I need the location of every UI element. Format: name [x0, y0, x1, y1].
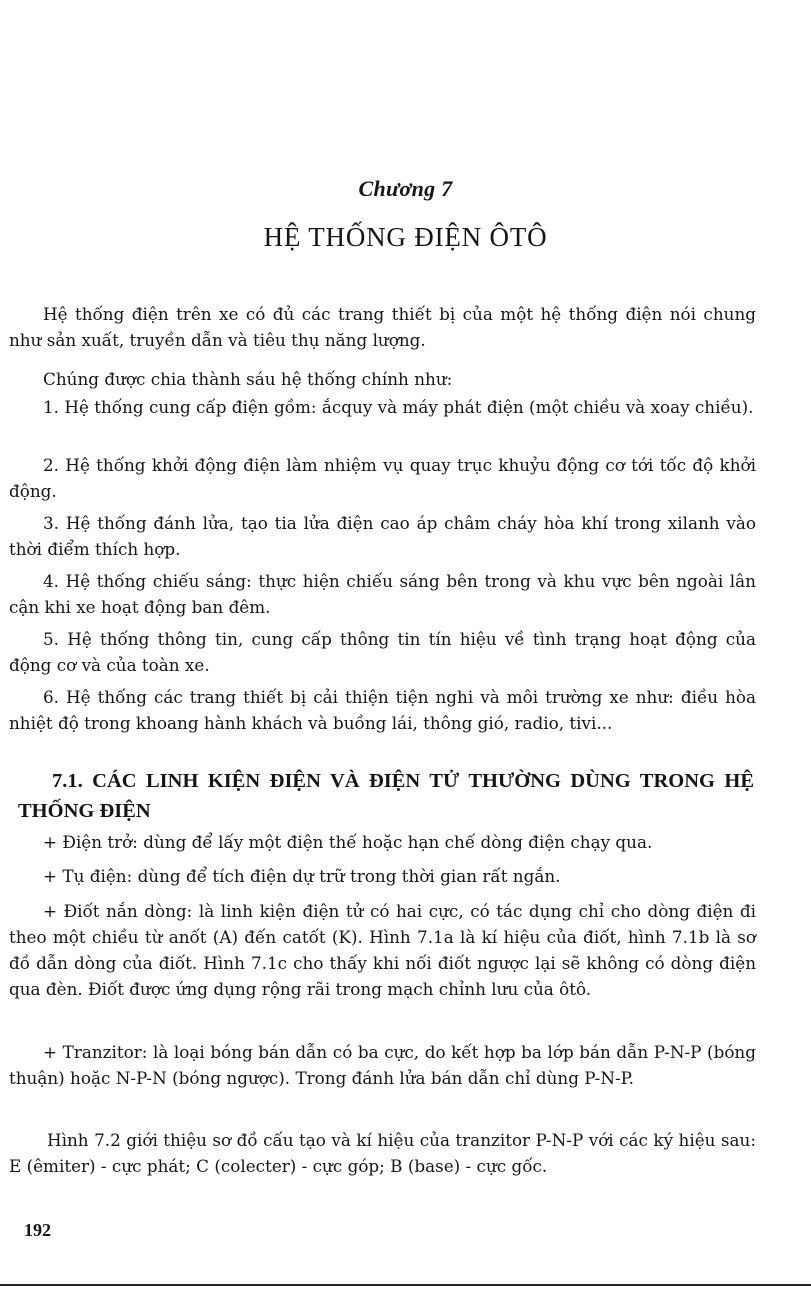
system-item-5: 5. Hệ thống thông tin, cung cấp thông tin tín hiệu về tình trạng hoạt động của động cơ và của toàn xe.	[9, 629, 756, 675]
chapter-label: Chương 7	[358, 176, 453, 201]
system-item-3: 3. Hệ thống đánh lửa, tạo tia lửa điện cao áp châm cháy hòa khí trong xilanh vào thời điểm thích hợp.	[9, 513, 756, 559]
figure-7-2-paragraph: Hình 7.2 giới thiệu sơ đồ cấu tạo và kí hiệu của tranzitor P-N-P với các ký hiệu sau: E (êmiter) - cực phát; C (colecter) - cực góp; B (base) - cực gốc.	[9, 1130, 756, 1176]
chapter-title: HỆ THỐNG ĐIỆN ÔTÔ	[263, 222, 548, 252]
page-number: 192	[24, 1220, 51, 1240]
bottom-rule	[0, 1284, 811, 1286]
intro-paragraph: Hệ thống điện trên xe có đủ các trang thiết bị của một hệ thống điện nói chung như sản xuất, truyền dẫn và tiêu thụ năng lượng.	[9, 304, 756, 350]
system-item-1: 1. Hệ thống cung cấp điện gồm: ắcquy và máy phát điện (một chiều và xoay chiều).	[43, 397, 754, 417]
system-item-4: 4. Hệ thống chiếu sáng: thực hiện chiếu sáng bên trong và khu vực bên ngoài lân cận khi xe hoạt động ban đêm.	[9, 571, 756, 617]
system-item-6: 6. Hệ thống các trang thiết bị cải thiện tiện nghi và môi trường xe như: điều hòa nhiệt độ trong khoang hành khách và buồng lái, thông gió, radio, tivi...	[9, 687, 756, 733]
component-diode: + Điốt nắn dòng: là linh kiện điện tử có hai cực, có tác dụng chỉ cho dòng điện đi theo một chiều từ anốt (A) đến catốt (K). Hình 7.1a là kí hiệu của điốt, hình 7.1b là sơ đồ dẫn dòng của điốt. Hình 7.1c cho thấy khi nối điốt ngược lại sẽ không có dòng điện qua đèn. Điốt được ứng dụng rộng rãi trong mạch chỉnh lưu của ôtô.	[9, 901, 756, 999]
section-heading: 7.1. CÁC LINH KIỆN ĐIỆN VÀ ĐIỆN TỬ THƯỜNG DÙNG TRONG HỆ THỐNG ĐIỆN	[18, 770, 754, 822]
system-item-2: 2. Hệ thống khởi động điện làm nhiệm vụ quay trục khuỷu động cơ tới tốc độ khởi động.	[9, 455, 756, 501]
component-transistor: + Tranzitor: là loại bóng bán dẫn có ba cực, do kết hợp ba lớp bán dẫn P-N-P (bóng thuận) hoặc N-P-N (bóng ngược). Trong đánh lửa bán dẫn chỉ dùng P-N-P.	[9, 1042, 756, 1088]
component-resistor: + Điện trở: dùng để lấy một điện thế hoặc hạn chế dòng điện chạy qua.	[43, 832, 653, 852]
component-capacitor: + Tụ điện: dùng để tích điện dự trữ trong thời gian rất ngắn.	[43, 866, 561, 886]
intro-list-lead: Chúng được chia thành sáu hệ thống chính như:	[43, 369, 453, 389]
